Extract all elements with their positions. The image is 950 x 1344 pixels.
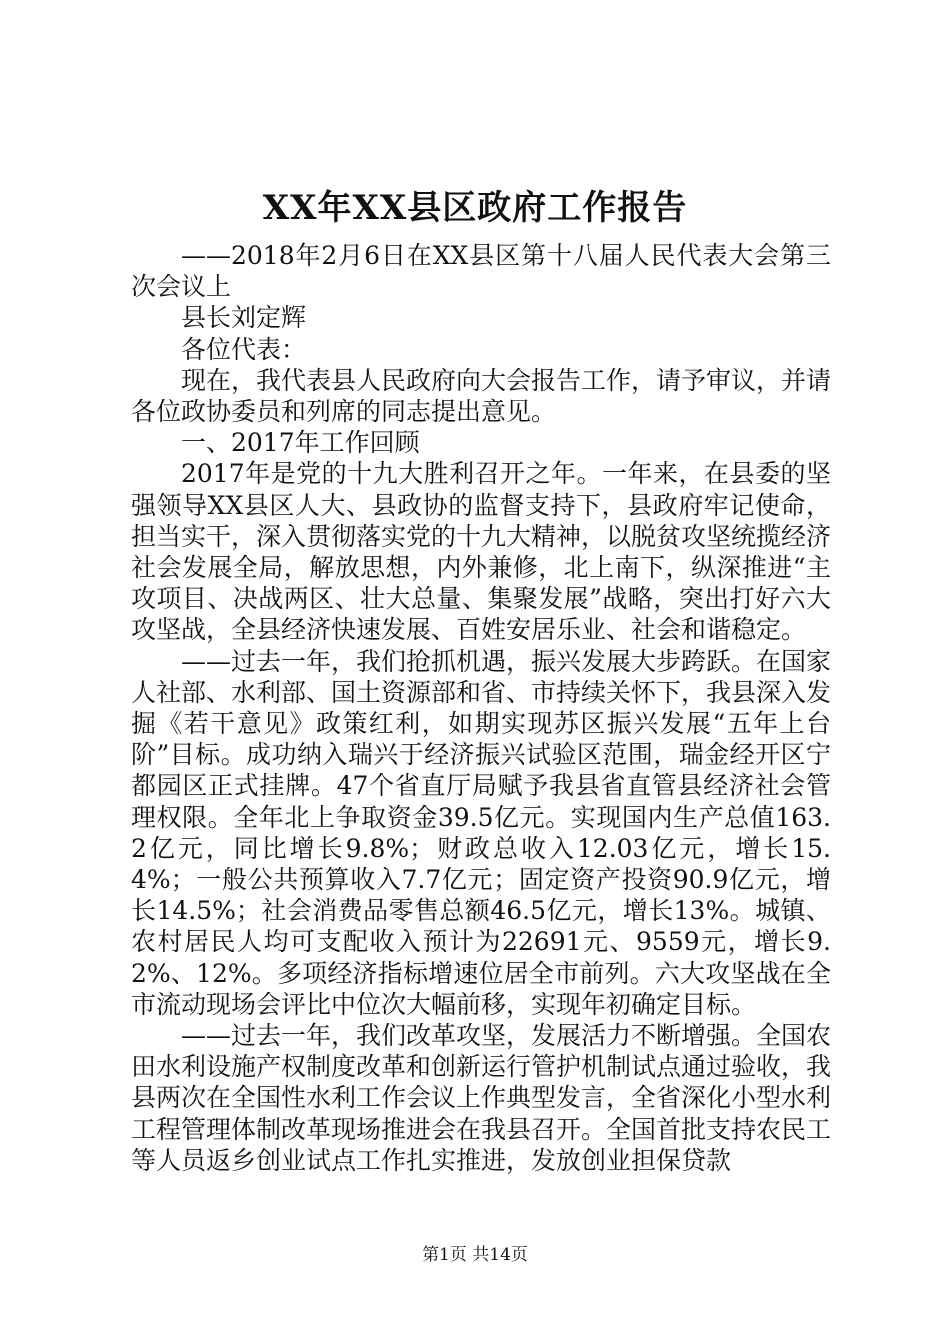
body-paragraph: ——过去一年，我们抢抓机遇，振兴发展大步跨跃。在国家人社部、水利部、国土资源部和省、市持续关怀下，我县深入发掘《若干意见》政策红利，如期实现苏区振兴发展“五年上台阶”目标。成功纳入瑞兴于经济振兴试验区范围，瑞金经开区宁都园区正式挂牌。47个省直厅局赋予我县省直管县经济社会管理权限。全年北上争取资金39.5亿元。实现国内生产总值163.2亿元，同比增长9.8%；财政总收入12.03亿元，增长15.4%；一般公共预算收入7.7亿元；固定资产投资90.9亿元，增长14.5%；社会消费品零售总额46.5亿元，增长13%。城镇、农村居民人均可支配收入预计为22691元、9559元，增长9.2%、12%。多项经济指标增速位居全市前列。六大攻坚战在全市流动现场会评比中位次大幅前移，实现年初确定目标。 — [131, 646, 832, 1019]
intro-paragraph: 现在，我代表县人民政府向大会报告工作，请予审议，并请各位政协委员和列席的同志提出意见。 — [131, 365, 832, 427]
page-number-footer: 第1页 共14页 — [422, 1245, 528, 1265]
speaker-line: 县长刘定辉 — [181, 303, 307, 333]
section-heading: 一、2017年工作回顾 — [181, 428, 420, 458]
document-body — [131, 240, 831, 1176]
body-paragraph: ——过去一年，我们改革攻坚，发展活力不断增强。全国农田水利设施产权制度改革和创新运行管护机制试点通过验收，我县两次在全国性水利工作会议上作典型发言，全省深化小型水利工程管理体制改革现场推进会在我县召开。全国首批支持农民工等人员返乡创业试点工作扎实推进，发放创业担保贷款 — [131, 1021, 832, 1175]
subtitle-meeting-line: ——2018年2月6日在XX县区第十八届人民代表大会第三次会议上 — [131, 241, 831, 302]
document-title: XX年XX县区政府工作报告 — [262, 188, 688, 228]
salutation: 各位代表： — [181, 334, 307, 364]
body-paragraph: 2017年是党的十九大胜利召开之年。一年来，在县委的坚强领导XX县区人大、县政协的监督支持下，县政府牢记使命，担当实干，深入贯彻落实党的十九大精神，以脱贫攻坚统揽经济社会发展全局，解放思想，内外兼修，北上南下，纵深推进“主攻项目、决战两区、壮大总量、集聚发展”战略，突出打好六大攻坚战，全县经济快速发展、百姓安居乐业、社会和谐稳定。 — [131, 459, 832, 645]
